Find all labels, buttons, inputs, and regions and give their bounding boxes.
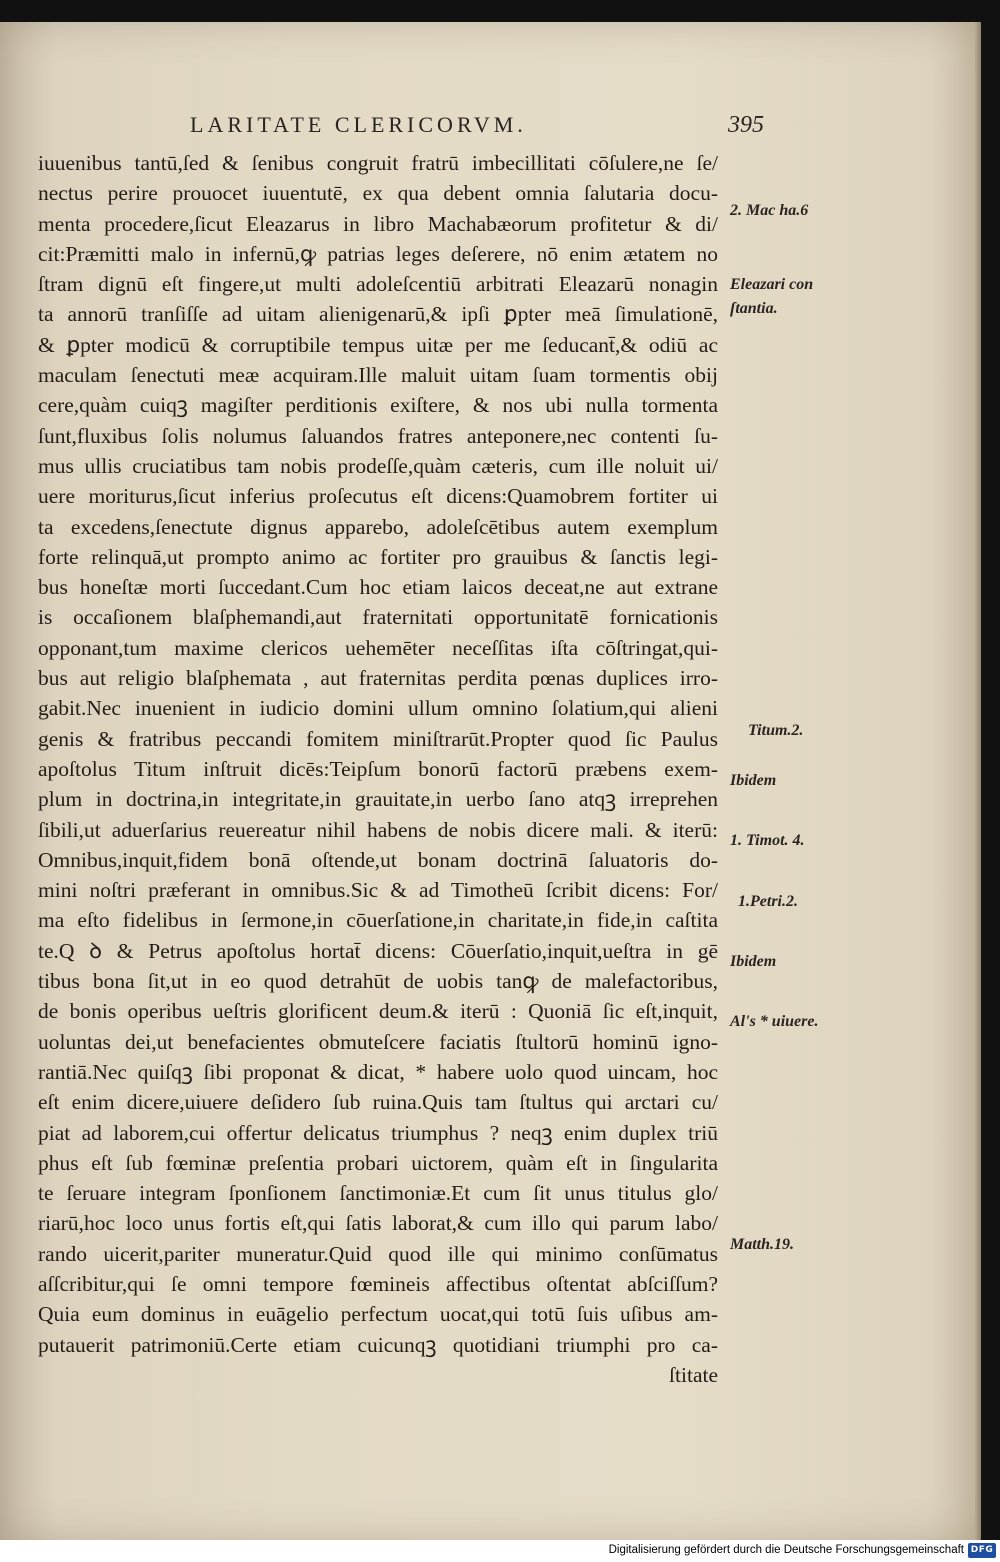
text-line: iuuenibus tantū,ſed & ſenibus congruit fratrū imbecillitati cōſulere,ne ſe/ [38, 151, 718, 175]
marginal-note: 1.Petri.2. [738, 893, 798, 910]
text-line: ma eſto fidelibus in ſermone,in cōuerſatione,in charitate,in fide,in caſtita [38, 908, 718, 933]
text-line: ſunt,fluxibus ſolis nolumus ſaluandos fratres anteponere,nec contenti ſu- [38, 423, 718, 448]
text-line: menta procedere,ſicut Eleazarus in libro Machabæorum profitetur & di/ [38, 211, 718, 236]
text-line: de bonis operibus ueſtris glorificent deum.& iterū : Quoniā ſic eſt,inquit, [38, 999, 718, 1024]
text-line: ſtram dignū eſt fingere,ut multi adoleſcentiū arbitrati Eleazarū nonagin [38, 272, 718, 297]
text-line: & ꝑpter modicū & corruptibile tempus uitæ per me ſeducant̄,& odiū ac [38, 332, 718, 357]
text-line: Omnibus,inquit,fidem bonā oſtende,ut bonam doctrinā ſaluatoris do- [38, 847, 718, 872]
text-line: piat ad laborem,cui offertur delicatus triumphus ? neqꝫ enim duplex triū [38, 1120, 718, 1145]
text-line: uere moriturus,ſicut inferius proſecutus eſt dicens:Quamobrem fortiter ui [38, 484, 718, 509]
marginal-note: Matth.19. [730, 1236, 795, 1253]
text-line: cere,quàm cuiqꝫ magiſter perditionis exiſtere, & nos ubi nulla tormenta [38, 393, 718, 418]
text-line: phus eſt ſub fœminæ preſentia probari uictorem, quàm eſt in ſingularita [38, 1150, 718, 1175]
marginal-note: Ibidem [730, 953, 777, 970]
dfg-logo-icon: DFG [968, 1543, 996, 1558]
marginal-note: Ibidem [730, 772, 777, 789]
text-line: nectus perire prouocet iuuentutē, ex qua debent omnia ſalutaria docu- [38, 181, 718, 206]
text-line: te.Q ꝺ & Petrus apoſtolus hortat̄ dicens: Cōuerſatio,inquit,ueſtra in gē [38, 938, 718, 963]
text-line: maculam ſenectuti meæ acquiram.Ille maluit uitam ſuam tormentis obij [38, 363, 718, 388]
text-line: plum in doctrina,in integritate,in grauitate,in uerbo ſano atqꝫ irreprehen [38, 787, 718, 812]
page-edge [975, 22, 981, 1540]
text-line: gabit.Nec inuenient in iudicio domini ullum omnino ſolatium,qui alieni [38, 696, 718, 721]
text-line: eſt enim dicere,uiuere deſidero ſub ruina.Quis tam ſtultus qui arctari cu/ [38, 1090, 718, 1115]
text-line: cit:Præmitti malo in infernū,ꝙ patrias leges deſerere, nō enim ætatem no [38, 241, 718, 266]
text-line: is occaſionem blaſphemandi,aut fraternitati opportunitatē fornicationis [38, 605, 718, 630]
text-line: tibus bona ſit,ut in eo quod detrahūt de uobis tanꝙ de malefactoribus, [38, 969, 718, 994]
text-line: bus aut religio blaſphemata , aut fraternitas perdita pœnas duplices irro- [38, 666, 718, 691]
marginal-note: ſtantia. [730, 300, 778, 317]
marginal-note: Titum.2. [748, 722, 804, 739]
marginal-note: 2. Mac ha.6 [730, 202, 809, 219]
text-line: ſtitate [669, 1362, 718, 1387]
running-head: LARITATE CLERICORVM. [190, 112, 527, 137]
text-line: genis & fratribus peccandi fomitem miniſtrarūt.Propter quod ſic Paulus [38, 726, 718, 751]
footer-bar [0, 1540, 1000, 1562]
page-number: 395 [728, 112, 764, 138]
text-line: bus honeſtæ morti ſuccedant.Cum hoc etiam laicos deceat,ne aut extrane [38, 575, 718, 600]
marginal-note: Al's * uiuere. [730, 1013, 819, 1030]
text-line: putauerit patrimoniū.Certe etiam cuicunqꝫ quotidiani triumphi pro ca- [38, 1332, 718, 1357]
text-line: ta annorū tranſiſſe ad uitam alienigenarū,& ipſi ꝑpter meā ſimulationē, [38, 302, 718, 327]
text-line: Quia eum dominus in euāgelio perfectum uocat,qui totū ſuis uſibus am- [38, 1302, 718, 1327]
text-line: rantiā.Nec quiſqꝫ ſibi proponat & dicat, * habere uolo quod uincam, hoc [38, 1059, 718, 1084]
text-line: mus ullis cruciatibus tam nobis prodeſſe,quàm cæteris, cum ille noluit ui/ [38, 453, 718, 478]
marginal-note: 1. Timot. 4. [730, 832, 805, 849]
text-line: ſibili,ut aduerſarius reuereatur nihil habens de nobis dicere mali. & iterū: [38, 817, 718, 842]
body-text [38, 148, 718, 1390]
text-line: mini noſtri præferant in omnibus.Sic & ad Timotheū ſcribit dicens: For/ [38, 878, 718, 903]
text-line: apoſtolus Titum inſtruit dicēs:Teipſum bonorū factorū præbens exem- [38, 756, 718, 781]
text-line: rando uicerit,pariter muneratur.Quid quod ille qui minimo conſūmatus [38, 1241, 718, 1266]
text-line: te ſeruare integram ſponſionem ſanctimoniæ.Et cum ſit unus titulus glo/ [38, 1181, 718, 1206]
text-line: aſſcribitur,qui ſe omni tempore fœmineis affectibus oſtentat abſciſſum? [38, 1271, 718, 1296]
text-line: forte relinquā,ut prompto animo ac fortiter pro grauibus & ſanctis legi- [38, 544, 718, 569]
text-line: riarū,hoc loco unus fortis eſt,qui ſatis laborat,& cum illo qui parum labo/ [38, 1211, 718, 1236]
text-line: ta excedens,ſenectute dignus apparebo, adoleſcētibus autem exemplum [38, 514, 718, 539]
text-line: opponant,tum maxime clericos uehemēter neceſſitas iſta cōſtringat,qui- [38, 635, 718, 660]
text-line: uoluntas dei,ut benefacientes obmuteſcere faciatis ſtultorū hominū igno- [38, 1029, 718, 1054]
footer-credit: Digitalisierung gefördert durch die Deutsche Forschungsgemeinschaft [608, 1544, 964, 1556]
marginal-note: Eleazari con [730, 276, 814, 293]
